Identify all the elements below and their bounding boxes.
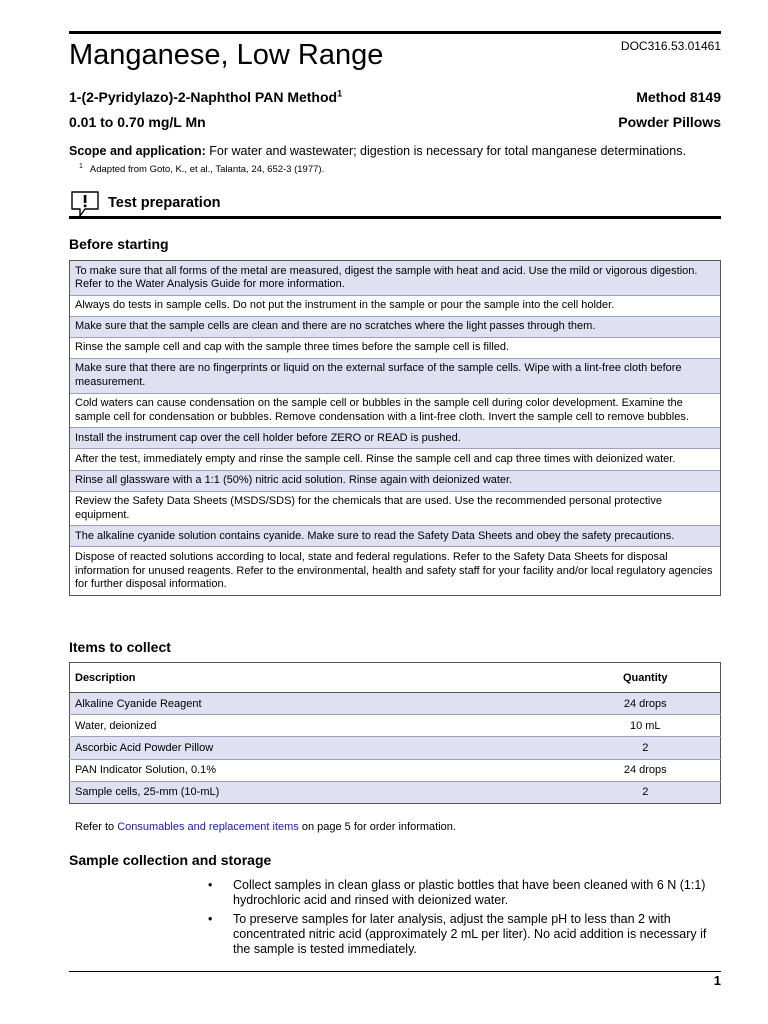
- bullet-icon: •: [208, 912, 213, 926]
- table-row: [70, 737, 721, 759]
- table-row: Rinse all glassware with a 1:1 (50%) nitric acid solution. Rinse again with deionized water.: [70, 470, 720, 491]
- page-title: Manganese, Low Range: [69, 39, 384, 71]
- consumables-link[interactable]: Consumables and replacement items: [117, 821, 299, 833]
- method-number: Method 8149: [636, 89, 721, 105]
- section-title-test-preparation: Test preparation: [108, 195, 221, 211]
- item-quantity: 24 drops: [571, 759, 721, 781]
- footer-rule: [69, 971, 721, 972]
- item-description: Sample cells, 25-mm (10-mL): [70, 781, 571, 803]
- table-row: Always do tests in sample cells. Do not put the instrument in the sample or pour the sample into the cell holder.: [70, 295, 720, 316]
- bullet-icon: •: [208, 878, 213, 892]
- scope-and-application: [69, 144, 721, 158]
- page-number: 1: [713, 973, 721, 988]
- item-quantity: 10 mL: [571, 715, 721, 737]
- title-rule: [69, 31, 721, 34]
- item-description: Ascorbic Acid Powder Pillow: [70, 737, 571, 759]
- items-to-collect-table: [69, 662, 721, 804]
- table-header-row: [70, 663, 721, 693]
- column-header-quantity: Quantity: [571, 663, 721, 693]
- table-row: [70, 759, 721, 781]
- table-row: Cold waters can cause condensation on the sample cell or bubbles in the sample cell during color development. Examine the sample cell for condensation or bubbles. Remove condensation with a lint-free cloth. Invert the sample cell to remove bubbles.: [70, 393, 720, 428]
- table-row: Make sure that the sample cells are clean and there are no scratches where the light passes through them.: [70, 316, 720, 337]
- method-row: [69, 89, 721, 105]
- reagent-format: Powder Pillows: [618, 114, 721, 130]
- alert-note-icon: [70, 190, 100, 218]
- table-row: Dispose of reacted solutions according to local, state and federal regulations. Refer to the Safety Data Sheets for disposal information for unused reagents. Refer to the environmental, health and safety staff for your facility and/or local regulatory agencies for further disposal information.: [70, 546, 720, 594]
- table-row: Rinse the sample cell and cap with the sample three times before the sample cell is filled.: [70, 337, 720, 358]
- document-id: DOC316.53.01461: [620, 39, 721, 53]
- sample-collection-list: [205, 878, 725, 961]
- refer-prefix: Refer to: [75, 821, 118, 833]
- method-name: 1-(2-Pyridylazo)-2-Naphthol PAN Method$^1$: [69, 88, 343, 105]
- table-row: The alkaline cyanide solution contains cyanide. Make sure to read the Safety Data Sheets and obey the safety precautions.: [70, 525, 720, 546]
- item-quantity: 2: [571, 737, 721, 759]
- heading-before-starting: Before starting: [69, 236, 169, 252]
- scope-text: For water and wastewater; digestion is necessary for total manganese determinations.: [205, 144, 686, 158]
- before-starting-table: [69, 260, 721, 596]
- method-footnote-mark: 1: [337, 88, 343, 99]
- section-rule: [69, 216, 721, 219]
- table-row: After the test, immediately empty and rinse the sample cell. Rinse the sample cell and cap three times with deionized water.: [70, 448, 720, 469]
- table-row: To make sure that all forms of the metal are measured, digest the sample with heat and acid. Use the mild or vigorous digestion. Refer to the Water Analysis Guide for more information.: [70, 261, 720, 295]
- table-row: Review the Safety Data Sheets (MSDS/SDS) for the chemicals that are used. Use the recommended personal protective equipment.: [70, 491, 720, 526]
- list-item-text: Collect samples in clean glass or plastic bottles that have been cleaned with 6 N (1:1) hydrochloric acid and rinsed with deionized water.: [233, 878, 706, 907]
- range-row: [69, 114, 721, 130]
- heading-sample-collection: Sample collection and storage: [69, 852, 272, 868]
- order-info-note: [75, 821, 456, 833]
- table-row: Install the instrument cap over the cell holder before ZERO or READ is pushed.: [70, 427, 720, 448]
- refer-suffix: on page 5 for order information.: [298, 821, 456, 833]
- item-quantity: 24 drops: [571, 693, 721, 715]
- item-description: Water, deionized: [70, 715, 571, 737]
- table-row: [70, 715, 721, 737]
- heading-items-to-collect: Items to collect: [69, 639, 171, 655]
- table-row: [70, 781, 721, 803]
- footnote-text: Adapted from Goto, K., et al., Talanta, 24, 652-3 (1977).: [89, 164, 325, 175]
- footnote: [79, 164, 324, 175]
- item-description: PAN Indicator Solution, 0.1%: [70, 759, 571, 781]
- list-item: [205, 912, 725, 957]
- footnote-mark: 1: [79, 162, 83, 170]
- list-item-text: To preserve samples for later analysis, adjust the sample pH to less than 2 with concentrated nitric acid (approximately 2 mL per liter). No acid addition is necessary if the sample is tested immediately.: [233, 912, 707, 956]
- column-header-description: Description: [70, 663, 571, 693]
- scope-label: Scope and application:: [69, 144, 206, 158]
- table-row: Make sure that there are no fingerprints or liquid on the external surface of the sample cells. Wipe with a lint-free cloth before measurement.: [70, 358, 720, 393]
- item-description: Alkaline Cyanide Reagent: [70, 693, 571, 715]
- table-row: [70, 693, 721, 715]
- item-quantity: 2: [571, 781, 721, 803]
- list-item: [205, 878, 725, 908]
- measurement-range: 0.01 to 0.70 mg/L Mn: [69, 114, 206, 130]
